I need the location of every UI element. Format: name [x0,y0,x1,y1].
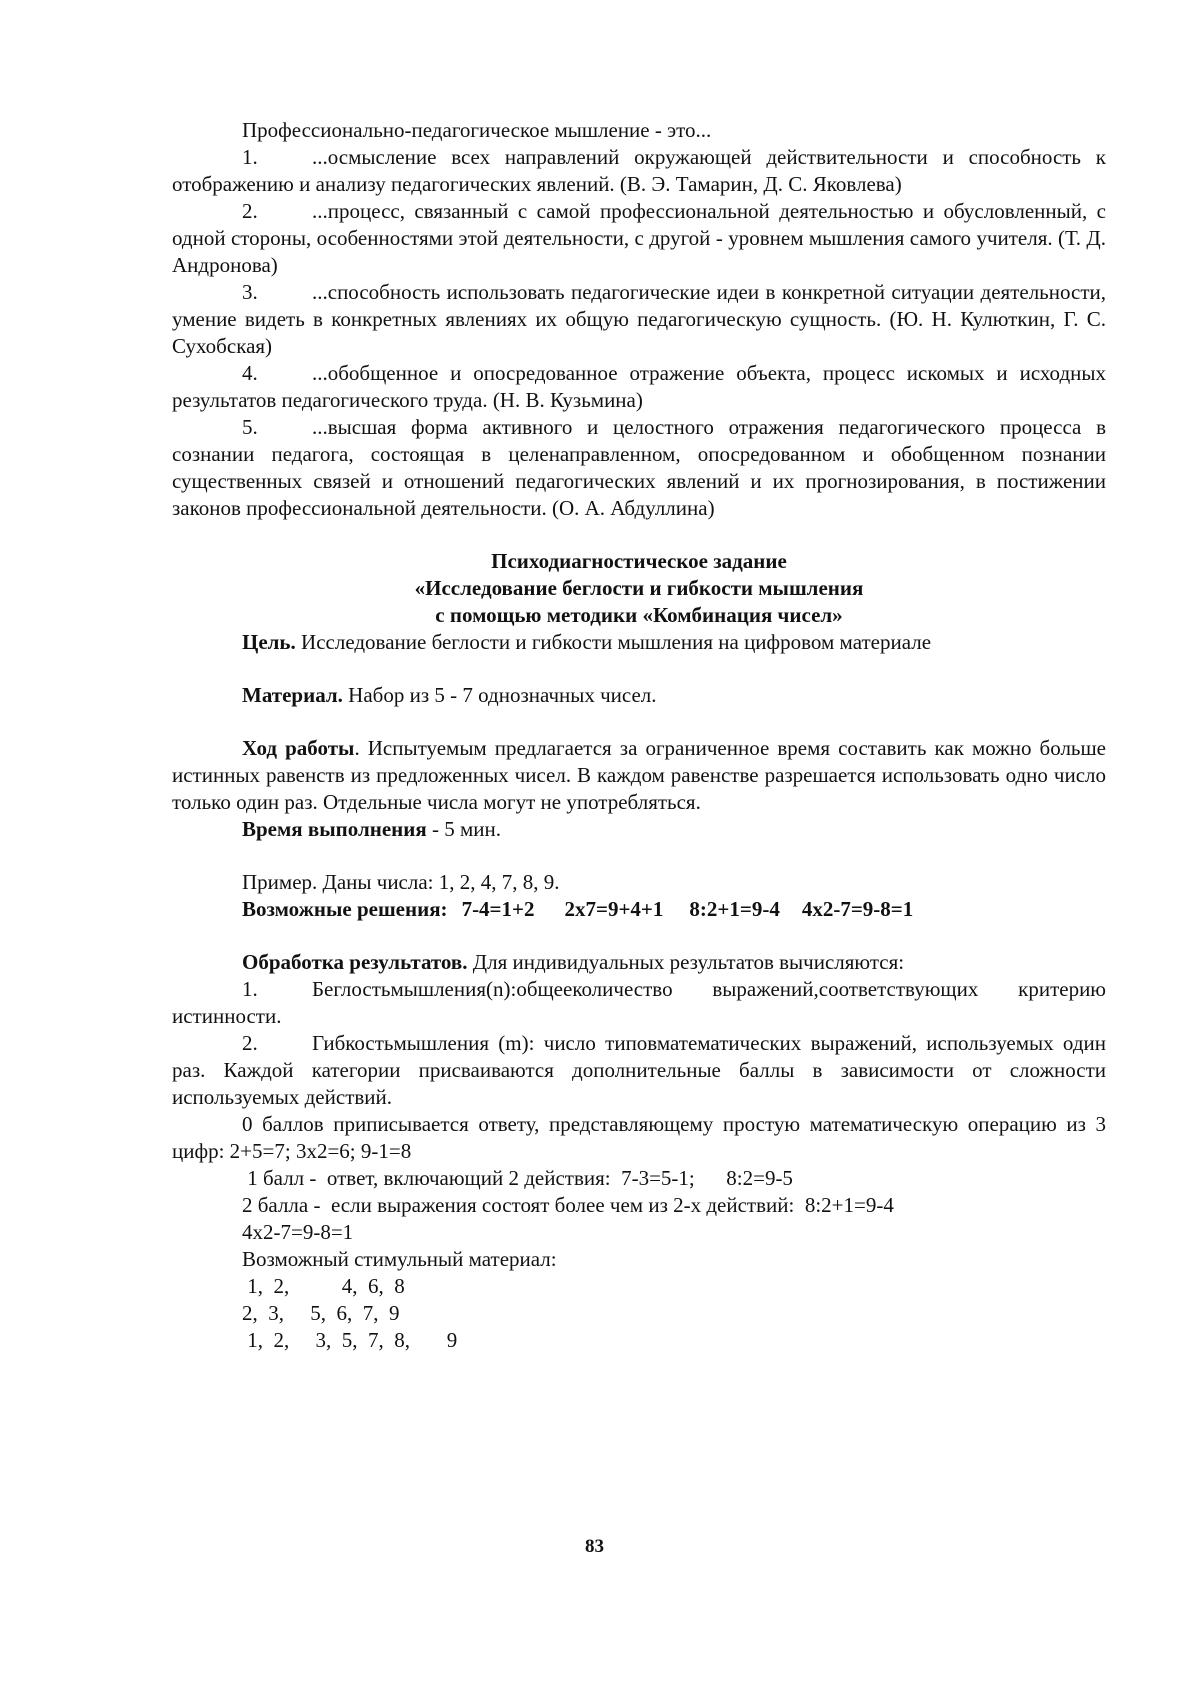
stimulus-row: 1, 2, 4, 6, 8 [242,1274,405,1298]
stimulus-label: Возможный стимульный материал: [242,1247,557,1271]
criteria-list [172,976,1106,1111]
task-title-line: с помощью методики «Комбинация чисел» [435,603,843,627]
scoring-line: 0 баллов приписывается ответу, представляющему простую математическую операцию из 3 цифр: 2+5=7; 3х2=6; 9-1=8 [172,1112,1106,1163]
stimulus-row: 2, 3, 5, 6, 7, 9 [242,1301,400,1325]
criteria-item: 2. Гибкостьмышления (m): число типовматематических выражений, используемых один раз. Каждой категории присваиваются дополнительные баллы в зависимости от сложности используемых действий. [172,1031,1106,1109]
scoring-line: 2 балла - если выражения состоят более чем из 2-х действий: 8:2+1=9-4 [242,1193,894,1217]
solution-item: 4х2-7=9-8=1 [801,897,914,921]
material-label: Материал. [242,683,343,707]
task-title-line: «Исследование беглости и гибкости мышления [414,576,864,600]
solution-item: 8:2+1=9-4 [689,897,780,921]
definition-item: 4. ...обобщенное и опосредованное отражение объекта, процесс искомых и исходных результатов педагогического труда. (Н. В. Кузьмина) [172,361,1106,412]
goal-label: Цель. [242,630,296,654]
scoring-line: 1 балл - ответ, включающий 2 действия: 7-3=5-1; 8:2=9-5 [242,1166,793,1190]
time-label: Время выполнения [242,817,427,841]
intro-line: Профессионально-педагогическое мышление - это... [242,118,712,142]
task-title [172,548,1106,629]
definition-item: 1. ...осмысление всех направлений окружающей действительности и способность к отображению и анализу педагогических явлений. (В. Э. Тамарин, Д. С. Яковлева) [172,145,1106,196]
example-line: Пример. Даны числа: 1, 2, 4, 7, 8, 9. [242,870,560,894]
definition-item: 5. ...высшая форма активного и целостного отражения педагогического процесса в сознании педагога, состоящая в целенаправленном, опосредованном и обобщенном познании существенных связей и отношений педагогических явлений и их прогнозирования, в постижении законов профессиональной деятельности. (О. А. Абдуллина) [172,415,1106,520]
solution-item: 7-4=1+2 [461,897,535,921]
text-column [172,117,1106,1354]
time-paragraph: Время выполнения - 5 мин. [242,817,502,841]
definition-item: 3. ...способность использовать педагогические идеи в конкретной ситуации деятельности, умение видеть в конкретных явлениях их общую педагогическую сущность. (Ю. Н. Кулюткин, Г. С. Сухобская) [172,280,1106,358]
procedure-paragraph: Ход работы. Испытуемым предлагается за ограниченное время составить как можно больше истинных равенств из предложенных чисел. В каждом равенстве разрешается использовать одно число только один раз. Отдельные числа могут не употребляться. [172,736,1106,814]
task-title-line: Психодиагностическое задание [491,549,787,573]
solution-item: 2х7=9+4+1 [564,897,664,921]
page-number: 83 [585,1536,604,1557]
processing-label: Обработка результатов. [242,950,468,974]
procedure-label: Ход работы [242,736,355,760]
solutions-line: Возможные решения: 7-4=1+2 2х7=9+4+1 8:2+1=9-4 4х2-7=9-8=1 [242,897,914,921]
processing-paragraph: Обработка результатов. Для индивидуальных результатов вычисляются: [242,950,905,974]
material-paragraph: Материал. Набор из 5 - 7 однозначных чисел. [242,683,657,707]
criteria-item: 1. Беглостьмышления(n):общееколичество выражений,соответствующих критерию истинности. [172,977,1106,1028]
goal-paragraph: Цель. Исследование беглости и гибкости мышления на цифровом материале [242,630,932,654]
scoring-line: 4х2-7=9-8=1 [242,1220,354,1244]
definition-item: 2. ...процесс, связанный с самой профессиональной деятельностью и обусловленный, с одной стороны, особенностями этой деятельности, с другой - уровнем мышления самого учителя. (Т. Д. Андронова) [172,199,1106,277]
definitions-list [172,144,1106,522]
stimulus-row: 1, 2, 3, 5, 7, 8, 9 [242,1328,458,1352]
